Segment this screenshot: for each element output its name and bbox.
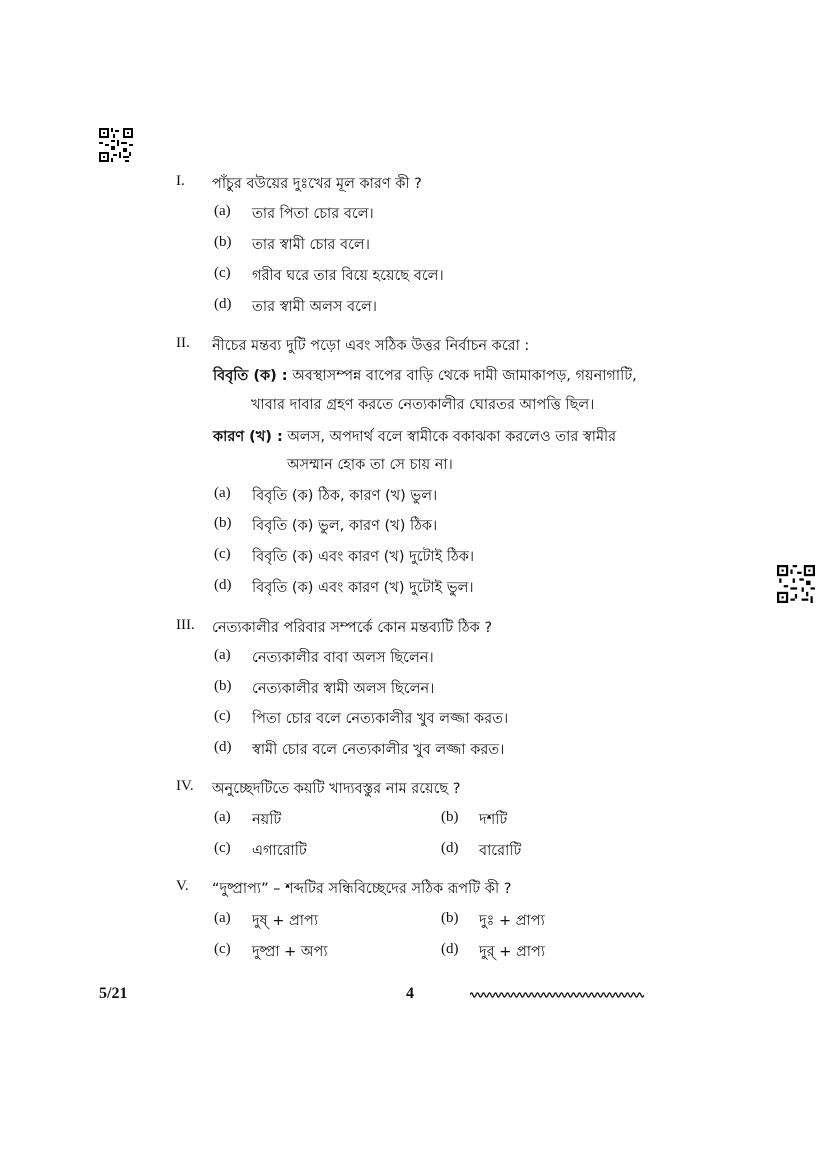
option-label: (d) [214, 577, 232, 593]
qr-code-top-left [99, 128, 133, 162]
option-text: তার স্বামী অলস বলে। [252, 299, 377, 315]
statement-b-line2: অসম্মান হোক তা সে চায় না। [287, 457, 453, 473]
option-label: (c) [214, 941, 231, 957]
option-text: দুর্ + প্রাপ্য [479, 944, 546, 960]
option-label: (c) [214, 265, 231, 281]
question-number: III. [176, 617, 195, 633]
wavy-line-decoration [470, 990, 644, 1000]
option-text: গরীব ঘরে তার বিয়ে হয়েছে বলে। [252, 268, 444, 284]
option-label: (b) [441, 809, 459, 825]
statement-b-label: কারণ (খ) : [213, 429, 283, 445]
option-label: (d) [441, 840, 459, 856]
option-text: নেত্যকালীর স্বামী অলস ছিলেন। [252, 681, 435, 697]
question-text: “দুষ্প্রাপ্য” – শব্দটির সন্ধিবিচ্ছেদের সঠিক রূপটি কী ? [212, 881, 512, 897]
question-text: অনুচ্ছেদটিতে কয়টি খাদ্যবস্তুর নাম রয়েছে ? [212, 781, 461, 797]
statement-b-line1: অলস, অপদার্থ বলে স্বামীকে বকাঝকা করলেও তার স্বামীর [287, 429, 617, 445]
statement-b-continued [287, 454, 453, 478]
option-text: পিতা চোর বলে নেত্যকালীর খুব লজ্জা করত। [252, 711, 509, 727]
question-text: নেত্যকালীর পরিবার সম্পর্কে কোন মন্তব্যটি ঠিক ? [212, 620, 493, 636]
option-label: (a) [214, 910, 231, 926]
option-text: বিবৃতি (ক) ঠিক, কারণ (খ) ভুল। [252, 488, 438, 504]
page-code: 5/21 [99, 985, 128, 1002]
option-text: নয়টি [252, 812, 282, 828]
option-text: দুষ্ + প্রাপ্য [252, 913, 319, 929]
option-label: (b) [214, 515, 232, 531]
page-number: 4 [406, 985, 414, 1002]
option-text: বিবৃতি (ক) এবং কারণ (খ) দুটোই ঠিক। [252, 549, 475, 565]
option-label: (d) [214, 739, 232, 755]
option-text: দুঃ + প্রাপ্য [479, 913, 545, 929]
question-number: I. [176, 173, 185, 189]
option-label: (d) [441, 941, 459, 957]
option-label: (b) [214, 234, 232, 250]
option-text: তার পিতা চোর বলে। [252, 206, 374, 222]
option-text: বিবৃতি (ক) ভুল, কারণ (খ) ঠিক। [252, 518, 438, 534]
option-text: বিবৃতি (ক) এবং কারণ (খ) দুটোই ভুল। [252, 580, 474, 596]
question-text: পাঁচুর বউয়ের দুঃখের মূল কারণ কী ? [212, 176, 422, 192]
option-label: (a) [214, 485, 231, 501]
option-text: স্বামী চোর বলে নেত্যকালীর খুব লজ্জা করত। [252, 742, 505, 758]
option-label: (d) [214, 296, 232, 312]
statement-b [213, 426, 616, 450]
option-text: নেত্যকালীর বাবা অলস ছিলেন। [252, 650, 434, 666]
option-text: দুষ্প্রা + অপ্য [252, 944, 328, 960]
statement-a-label: বিবৃতি (ক) : [213, 368, 288, 384]
option-text: এগারোটি [252, 843, 307, 859]
qr-code-right-margin [777, 565, 815, 603]
option-text: তার স্বামী চোর বলে। [252, 237, 370, 253]
question-number: IV. [176, 778, 194, 794]
option-label: (b) [214, 678, 232, 694]
statement-a-line2: খাবার দাবার গ্রহণ করতে নেত্যকালীর ঘোরতর আপত্তি ছিল। [251, 397, 595, 413]
option-label: (a) [214, 647, 231, 663]
option-text: বারোটি [479, 843, 522, 859]
statement-a-line1: অবস্থাসম্পন্ন বাপের বাড়ি থেকে দামী জামাকাপড়, গয়নাগাটি, [292, 368, 637, 384]
option-label: (c) [214, 840, 231, 856]
option-label: (c) [214, 708, 231, 724]
statement-a-continued [251, 394, 594, 418]
option-label: (b) [441, 910, 459, 926]
statement-a [213, 365, 637, 389]
option-label: (a) [214, 809, 231, 825]
question-number: II. [176, 335, 190, 351]
option-label: (a) [214, 203, 231, 219]
question-number: V. [176, 878, 189, 894]
option-label: (c) [214, 546, 231, 562]
question-text: নীচের মন্তব্য দুটি পড়ো এবং সঠিক উত্তর নির্বাচন করো : [212, 338, 530, 354]
option-text: দশটি [479, 812, 508, 828]
